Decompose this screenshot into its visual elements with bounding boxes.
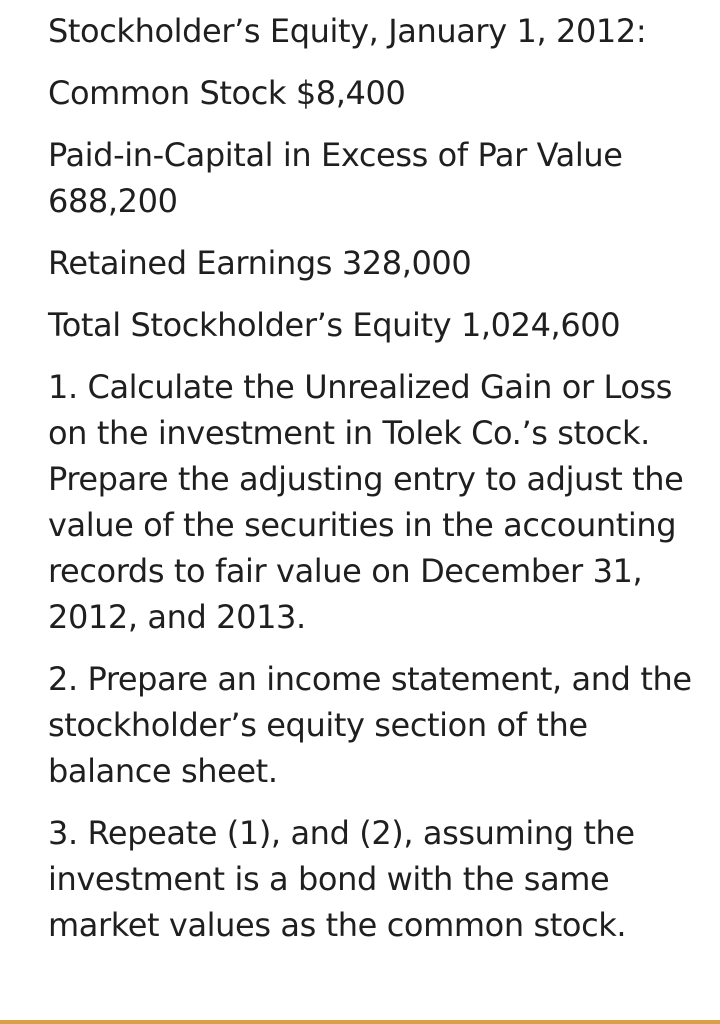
question-2: 2. Prepare an income statement, and the stockholder’s equity section of the balance sheet. xyxy=(48,660,692,790)
document-body xyxy=(48,8,698,964)
bottom-divider xyxy=(0,1020,720,1024)
paid-in-capital-line: Paid-in-Capital in Excess of Par Value 688,200 xyxy=(48,136,623,220)
question-3: 3. Repeate (1), and (2), assuming the investment is a bond with the same market values as the common stock. xyxy=(48,814,635,944)
common-stock-line: Common Stock $8,400 xyxy=(48,74,406,112)
total-equity-line: Total Stockholder’s Equity 1,024,600 xyxy=(48,306,621,344)
question-1: 1. Calculate the Unrealized Gain or Loss on the investment in Tolek Co.’s stock. Prepare the adjusting entry to adjust the value of the securities in the accounting records to fair value on December 31, 2012, and 2013. xyxy=(48,368,684,636)
retained-earnings-line: Retained Earnings 328,000 xyxy=(48,244,472,282)
equity-heading: Stockholder’s Equity, January 1, 2012: xyxy=(48,12,647,50)
